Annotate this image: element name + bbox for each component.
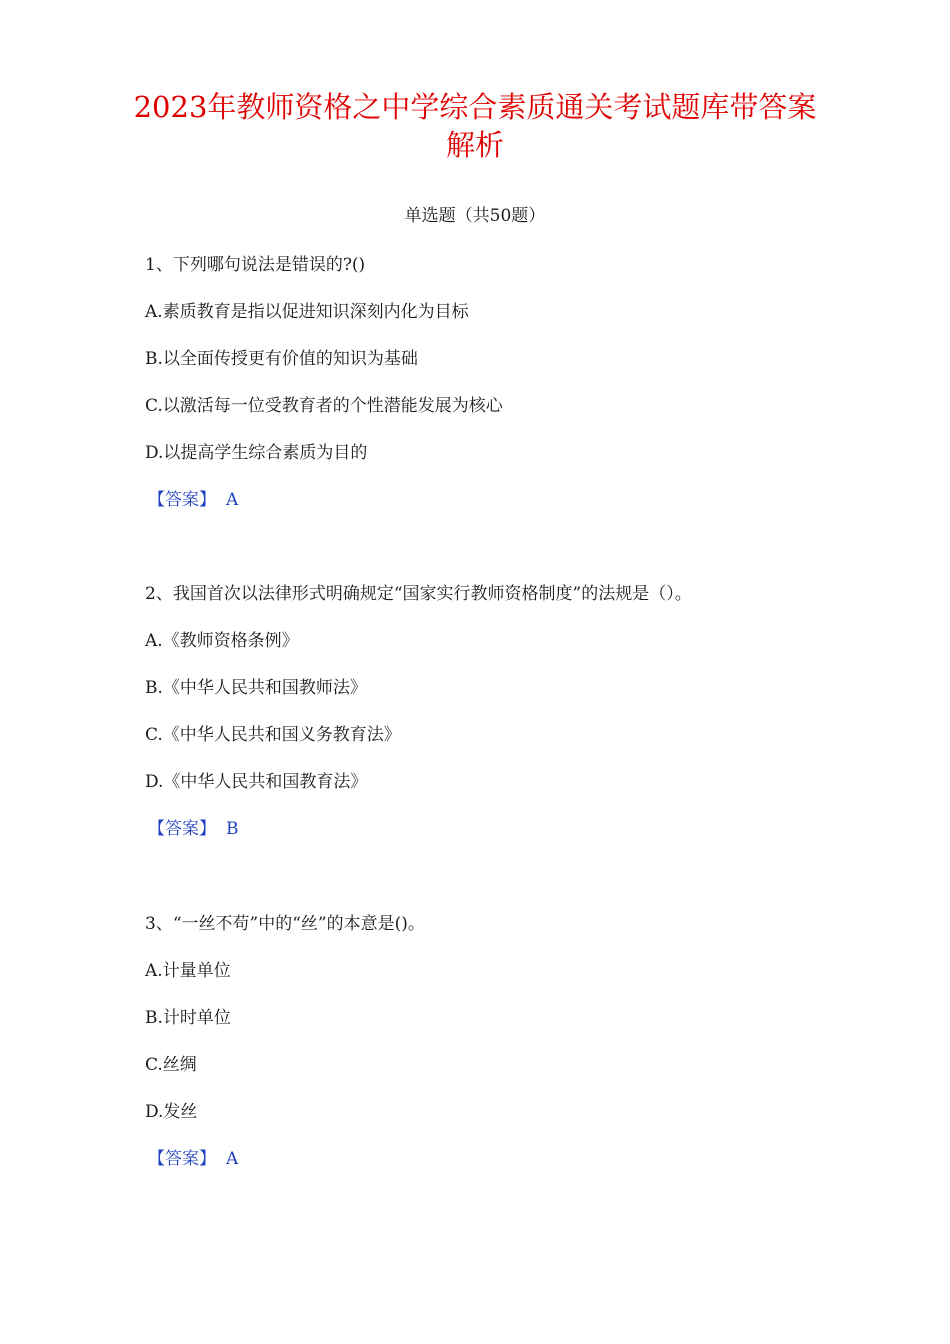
section-heading: 单选题（共50题） bbox=[404, 206, 546, 226]
option-a: A.素质教育是指以促进知识深刻内化为目标 bbox=[145, 302, 469, 322]
answer-value: A bbox=[226, 490, 239, 510]
option-d: D.发丝 bbox=[145, 1102, 198, 1122]
option-c: C.丝绸 bbox=[145, 1055, 197, 1075]
question-stem: 3、“一丝不苟”中的“丝”的本意是()。 bbox=[145, 914, 425, 934]
question-1 bbox=[145, 253, 845, 512]
question-3 bbox=[145, 912, 845, 1171]
document-title: 2023年教师资格之中学综合素质通关考试题库带答案解析 bbox=[133, 90, 817, 162]
answer-label: 【答案】 bbox=[148, 490, 216, 510]
option-c: C.《中华人民共和国义务教育法》 bbox=[145, 725, 401, 745]
answer-line bbox=[145, 1147, 845, 1171]
option-d: D.以提高学生综合素质为目的 bbox=[145, 443, 368, 463]
answer-line bbox=[145, 488, 845, 512]
question-2 bbox=[145, 582, 845, 841]
option-a: A.计量单位 bbox=[145, 961, 231, 981]
answer-label: 【答案】 bbox=[148, 819, 216, 839]
option-b: B.计时单位 bbox=[145, 1008, 231, 1028]
option-b: B.《中华人民共和国教师法》 bbox=[145, 678, 367, 698]
option-a: A.《教师资格条例》 bbox=[145, 631, 299, 651]
answer-value: B bbox=[226, 819, 239, 839]
question-stem: 1、下列哪句说法是错误的?() bbox=[145, 255, 366, 275]
option-b: B.以全面传授更有价值的知识为基础 bbox=[145, 349, 418, 369]
option-c: C.以激活每一位受教育者的个性潜能发展为核心 bbox=[145, 396, 503, 416]
option-d: D.《中华人民共和国教育法》 bbox=[145, 772, 368, 792]
question-stem: 2、我国首次以法律形式明确规定“国家实行教师资格制度”的法规是（）。 bbox=[145, 584, 692, 604]
answer-line bbox=[145, 817, 845, 841]
answer-value: A bbox=[226, 1149, 239, 1169]
answer-label: 【答案】 bbox=[148, 1149, 216, 1169]
